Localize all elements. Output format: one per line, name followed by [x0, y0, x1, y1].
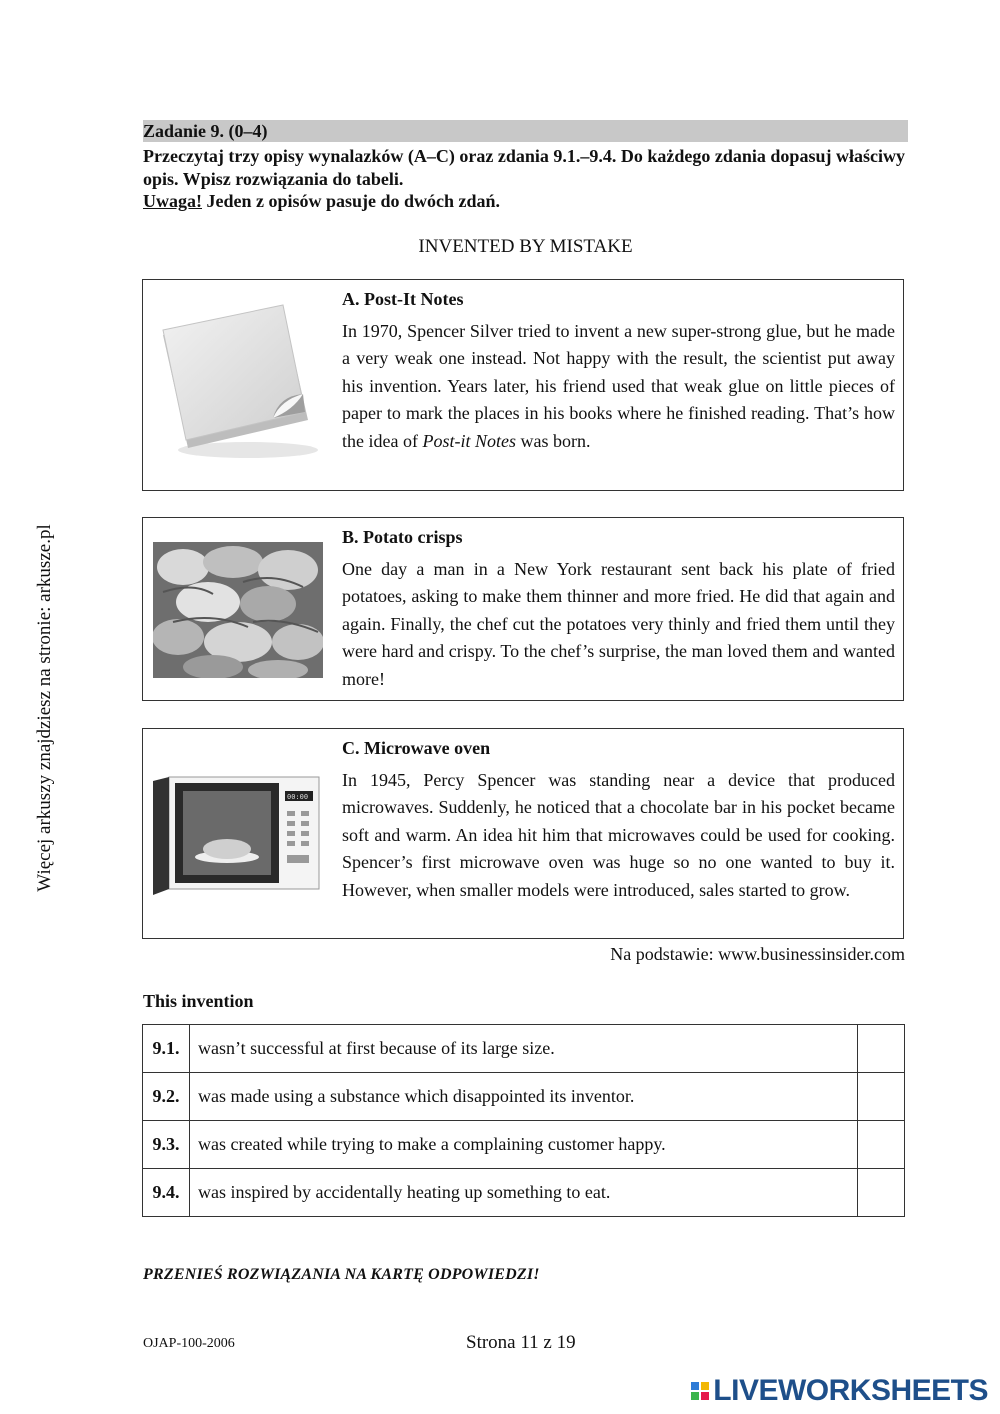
- card-heading: C. Microwave oven: [342, 738, 491, 758]
- card-body: One day a man in a New York restaurant sent back his plate of fried potatoes, asking to make them thinner and more fried. He did that again and again. Finally, the chef cut the potatoes very thinly and fried them until they were hard and crispy. To the chef’s surprise, the man loved them and wanted more!: [342, 558, 895, 689]
- row-number: 9.4.: [143, 1169, 190, 1217]
- liveworksheets-logo[interactable]: [691, 1374, 988, 1408]
- card-text: [342, 735, 895, 904]
- potato-crisps-image: [153, 542, 323, 678]
- exam-code: OJAP-100-2006: [143, 1336, 235, 1351]
- answer-table: [142, 1024, 905, 1217]
- row-text: was inspired by accidentally heating up something to eat.: [190, 1169, 858, 1217]
- microwave-display: 00:00: [287, 793, 309, 801]
- table-row: [143, 1025, 905, 1073]
- card-body-2: was born.: [515, 430, 591, 451]
- row-text: wasn’t successful at first because of its large size.: [190, 1025, 858, 1073]
- side-note: Więcej arkuszy znajdziesz na stronie: arkusze.pl: [34, 524, 55, 892]
- table-row: [143, 1073, 905, 1121]
- table-row: [143, 1169, 905, 1217]
- instruction-text: Przeczytaj trzy opisy wynalazków (A–C) oraz zdania 9.1.–9.4. Do każdego zdania dopasuj właściwy opis. Wpisz rozwiązania do tabeli.: [143, 146, 905, 189]
- task-header: Zadanie 9. (0–4): [143, 120, 908, 142]
- row-number: 9.3.: [143, 1121, 190, 1169]
- card-body-1: In 1970, Spencer Silver tried to invent a new super-strong glue, but he made a very weak one instead. Not happy with the result, the scientist put away his invention. Years later, his friend used that weak glue on little pieces of paper to mark the places in his books where he finished reading. That’s how the idea of: [342, 320, 895, 451]
- text-title: INVENTED BY MISTAKE: [418, 236, 633, 257]
- task-instructions: [143, 145, 908, 213]
- this-invention-label: This invention: [143, 991, 254, 1011]
- answer-box[interactable]: [858, 1121, 905, 1169]
- card-heading: A. Post-It Notes: [342, 289, 464, 309]
- table-row: [143, 1121, 905, 1169]
- card-text: [342, 286, 895, 455]
- row-text: was created while trying to make a complaining customer happy.: [190, 1121, 858, 1169]
- microwave-image: [153, 769, 323, 899]
- page-number: Strona 11 z 19: [466, 1332, 576, 1353]
- transfer-note: PRZENIEŚ ROZWIĄZANIA NA KARTĘ ODPOWIEDZI!: [143, 1266, 540, 1283]
- card-body: In 1945, Percy Spencer was standing near a device that produced microwaves. Suddenly, he noticed that a chocolate bar in his pocket became soft and warm. An idea hit him that microwaves could be used for cooking. Spencer’s first microwave oven was huge so no one wanted to buy it. However, when smaller models were introduced, sales started to grow.: [342, 769, 895, 900]
- post-it-notes-image: [153, 300, 323, 470]
- source-line: Na podstawie: www.businessinsider.com: [610, 944, 905, 964]
- card-microwave-oven: [142, 728, 904, 939]
- note-text: Jeden z opisów pasuje do dwóch zdań.: [202, 191, 501, 211]
- card-potato-crisps: [142, 517, 904, 701]
- logo-icon: [691, 1382, 709, 1400]
- brand-text: LIVEWORKSHEETS: [713, 1374, 988, 1407]
- answer-box[interactable]: [858, 1073, 905, 1121]
- answer-box[interactable]: [858, 1169, 905, 1217]
- row-number: 9.1.: [143, 1025, 190, 1073]
- answer-box[interactable]: [858, 1025, 905, 1073]
- row-number: 9.2.: [143, 1073, 190, 1121]
- row-text: was made using a substance which disappointed its inventor.: [190, 1073, 858, 1121]
- card-heading: B. Potato crisps: [342, 527, 463, 547]
- card-text: [342, 524, 895, 693]
- card-post-it-notes: [142, 279, 904, 491]
- note-label: Uwaga!: [143, 191, 202, 211]
- card-body-italic: Post-it Notes: [422, 430, 516, 451]
